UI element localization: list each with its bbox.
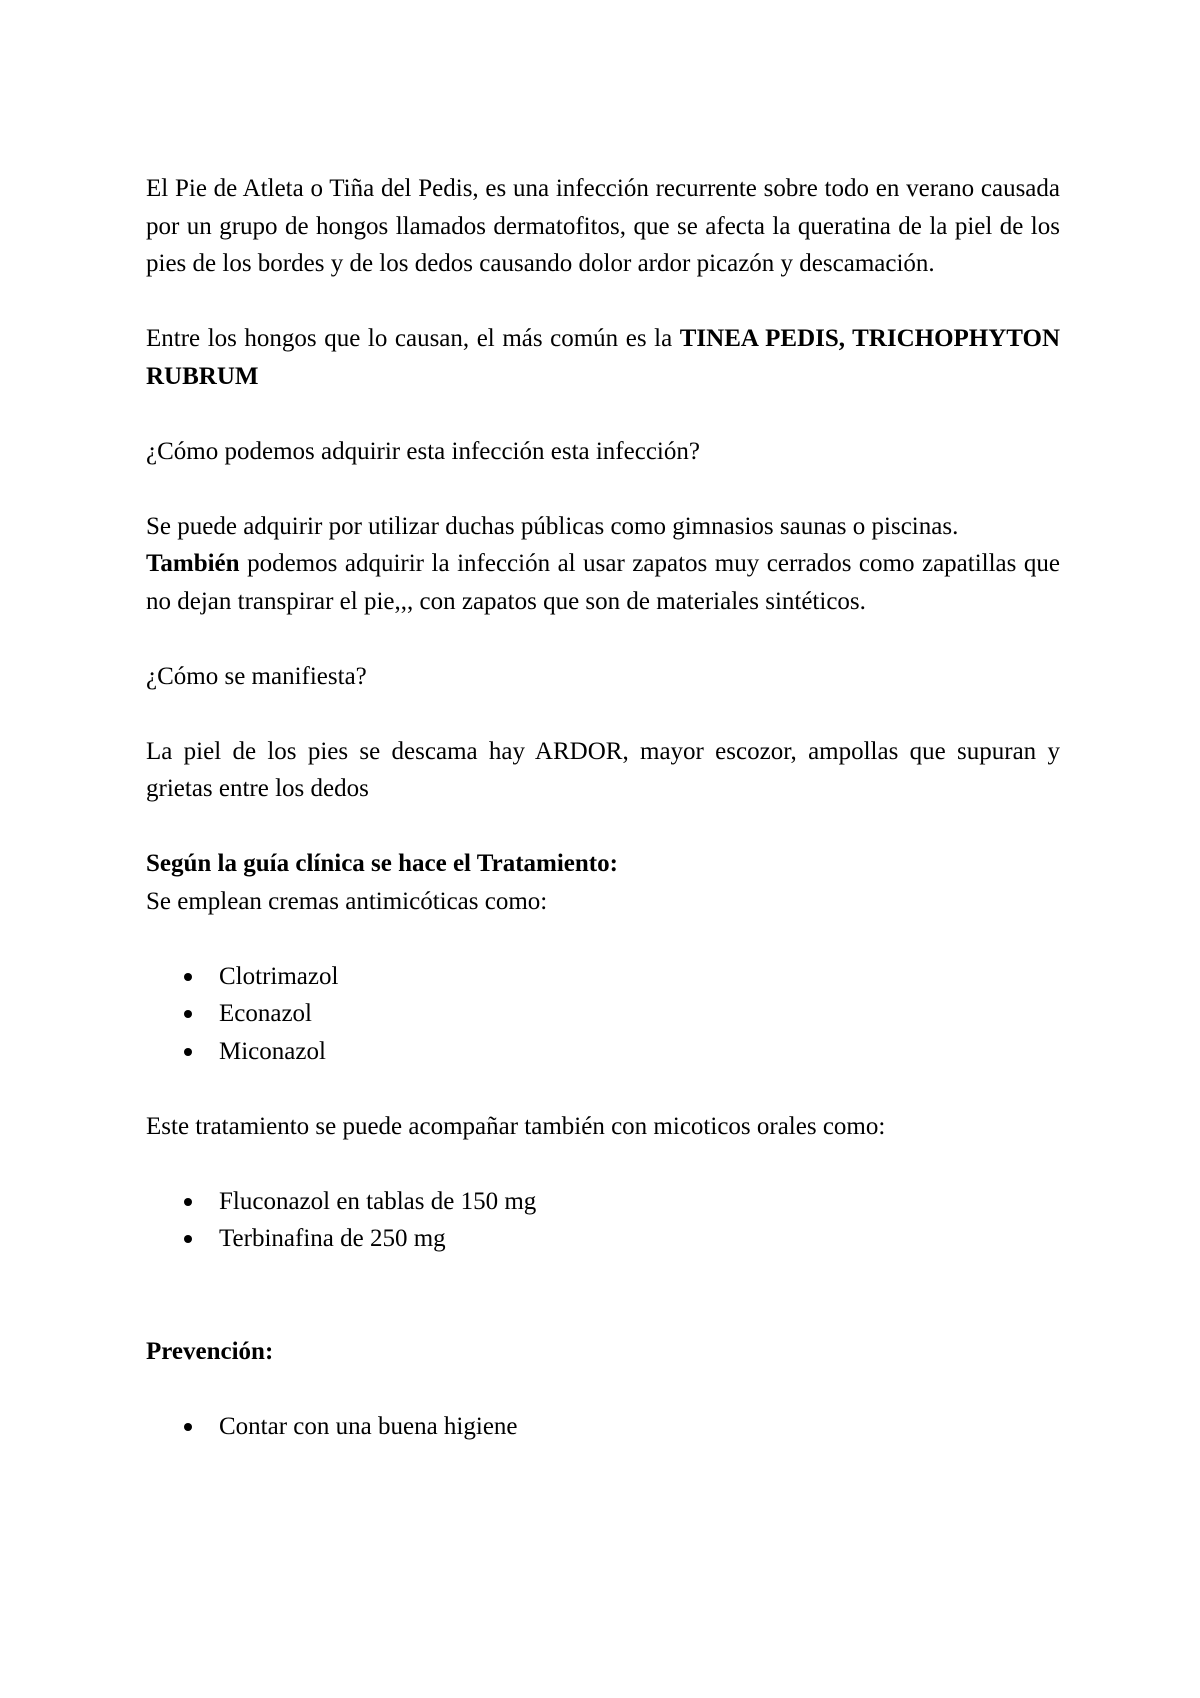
fungi-paragraph-text: Entre los hongos que lo causan, el más común es la: [146, 325, 680, 352]
bullet-icon: [184, 1235, 192, 1243]
prevention-heading: Prevención:: [146, 1337, 274, 1365]
question-acquire: ¿Cómo podemos adquirir esta infección esta infección?: [146, 437, 700, 465]
intro-paragraph: El Pie de Atleta o Tiña del Pedis, es una infección recurrente sobre todo en verano causada por un grupo de hongos llamados dermatofitos, que se afecta la queratina de la piel de los pies de los bordes y de los dedos causando dolor ardor picazón y descamación.: [146, 175, 1060, 277]
question-manifest: ¿Cómo se manifiesta?: [146, 662, 367, 690]
list-item: Fluconazol en tablas de 150 mg: [146, 1183, 1060, 1221]
bullet-icon: [184, 1423, 192, 1431]
list-item: Terbinafina de 250 mg: [146, 1220, 1060, 1258]
treatment-heading: Según la guía clínica se hace el Tratamiento:: [146, 850, 618, 877]
bullet-icon: [184, 973, 192, 981]
list-item: Miconazol: [146, 1033, 1060, 1071]
creams-intro: Se emplean cremas antimicóticas como:: [146, 887, 548, 915]
shoes-paragraph-bold: También: [146, 550, 240, 577]
acquire-paragraph: Se puede adquirir por utilizar duchas públicas como gimnasios saunas o piscinas.: [146, 512, 959, 540]
prevention-list: [146, 1408, 1060, 1446]
list-item: Clotrimazol: [146, 958, 1060, 996]
oral-intro: Este tratamiento se puede acompañar también con micoticos orales como:: [146, 1112, 886, 1140]
bullet-icon: [184, 1198, 192, 1206]
bullet-icon: [184, 1048, 192, 1056]
list-item: Econazol: [146, 995, 1060, 1033]
symptoms-paragraph: La piel de los pies se descama hay ARDOR, mayor escozor, ampollas que supuran y grietas entre los dedos: [146, 737, 1060, 802]
fungi-names: TINEA PEDIS, TRICHOPHYTON RUBRUM: [146, 325, 1061, 390]
shoes-paragraph-text: podemos adquirir la infección al usar zapatos muy cerrados como zapatillas que no dejan transpirar el pie,,, con zapatos que son de materiales sintéticos.: [146, 550, 1060, 615]
document-body: [146, 170, 1060, 1445]
shoes-paragraph: [146, 545, 1060, 620]
oral-list: [146, 1183, 1060, 1258]
creams-list: [146, 958, 1060, 1071]
bullet-icon: [184, 1010, 192, 1018]
fungi-paragraph: [146, 320, 1060, 395]
list-item: Contar con una buena higiene: [146, 1408, 1060, 1446]
